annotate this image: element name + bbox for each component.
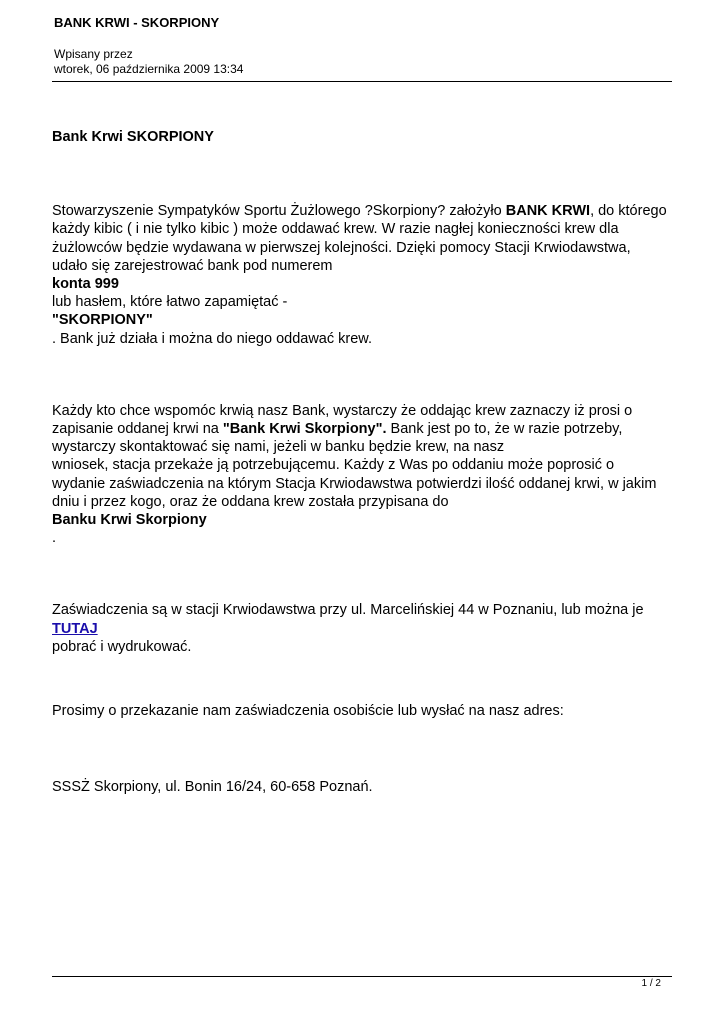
header-divider bbox=[52, 81, 672, 82]
download-link[interactable]: TUTAJ bbox=[52, 620, 98, 637]
spacer bbox=[52, 547, 668, 601]
spacer bbox=[52, 720, 668, 778]
page-number: 1 / 2 bbox=[641, 978, 661, 989]
postal-address: SSSŻ Skorpiony, ul. Bonin 16/24, 60-658 Poznań. bbox=[52, 779, 373, 796]
text-segment: . bbox=[52, 530, 57, 547]
footer-divider bbox=[52, 976, 672, 977]
paragraph-intro-text bbox=[52, 202, 668, 275]
account-number-bold: konta 999 bbox=[52, 276, 119, 293]
article-meta bbox=[54, 47, 243, 77]
document-title: BANK KRWI - SKORPIONY bbox=[54, 15, 220, 30]
text-segment: lub hasłem, które łatwo zapamiętać - bbox=[52, 294, 288, 311]
text-segment: , do którego każdy kibic ( i nie tylko kibic ) może oddawać krew. W razie nagłej konieczności krew dla żużlowców będzie wydawana w pierwszej kolejności. Dzięki pomocy Stacji Krwiodawstwa, udało się zarejestrować bank pod numerem bbox=[52, 203, 667, 274]
paragraph-instructions bbox=[52, 402, 668, 548]
text-segment: . Bank już działa i można do niego oddawać krew. bbox=[52, 330, 372, 347]
password-bold: "SKORPIONY" bbox=[52, 312, 153, 329]
text-segment: pobrać i wydrukować. bbox=[52, 638, 192, 655]
paragraph-certificates-text bbox=[52, 601, 668, 637]
spacer bbox=[52, 348, 668, 402]
account-number bbox=[52, 275, 668, 293]
bank-name-line bbox=[52, 511, 668, 529]
bank-name-bold: Banku Krwi Skorpiony bbox=[52, 512, 207, 529]
spacer bbox=[52, 146, 668, 202]
spacer bbox=[52, 656, 668, 702]
text-segment: Każdy kto chce wspomóc krwią nasz Bank, wystarczy że oddając krew zaznaczy iż prosi o zapisanie oddanej krwi na bbox=[52, 402, 633, 438]
written-by-label: Wpisany przez bbox=[54, 47, 133, 61]
password bbox=[52, 311, 668, 329]
text-segment: Bank jest po to, że w razie potrzeby, wystarczy skontaktować się nami, jeżeli w banku będzie krew, na nasz bbox=[52, 421, 623, 456]
article-heading: Bank Krwi SKORPIONY bbox=[52, 129, 214, 145]
article-body bbox=[52, 128, 668, 796]
paragraph-request: Prosimy o przekazanie nam zaświadczenia osobiście lub wysłać na nasz adres: bbox=[52, 703, 564, 720]
paragraph-intro bbox=[52, 202, 668, 348]
bank-label-bold: "Bank Krwi Skorpiony". bbox=[222, 421, 387, 438]
paragraph-certificates bbox=[52, 601, 668, 656]
text-segment: Stowarzyszenie Sympatyków Sportu Żużlowego ?Skorpiony? założyło bbox=[52, 203, 506, 220]
text-segment: wniosek, stacja przekaże ją potrzebującemu. Każdy z Was po oddaniu może poprosić o wydanie zaświadczenia na którym Stacja Krwiodawstwa potwierdzi ilość oddanej krwi, w jakim dniu i przez kogo, oraz że oddana krew została przypisana do bbox=[52, 457, 657, 510]
text-segment: Zaświadczenia są w stacji Krwiodawstwa przy ul. Marcelińskiej 44 w Poznaniu, lub można je bbox=[52, 602, 644, 619]
paragraph-instructions-text bbox=[52, 402, 668, 457]
bank-name-bold: BANK KRWI bbox=[505, 203, 591, 220]
publish-date: wtorek, 06 października 2009 13:34 bbox=[54, 62, 244, 76]
